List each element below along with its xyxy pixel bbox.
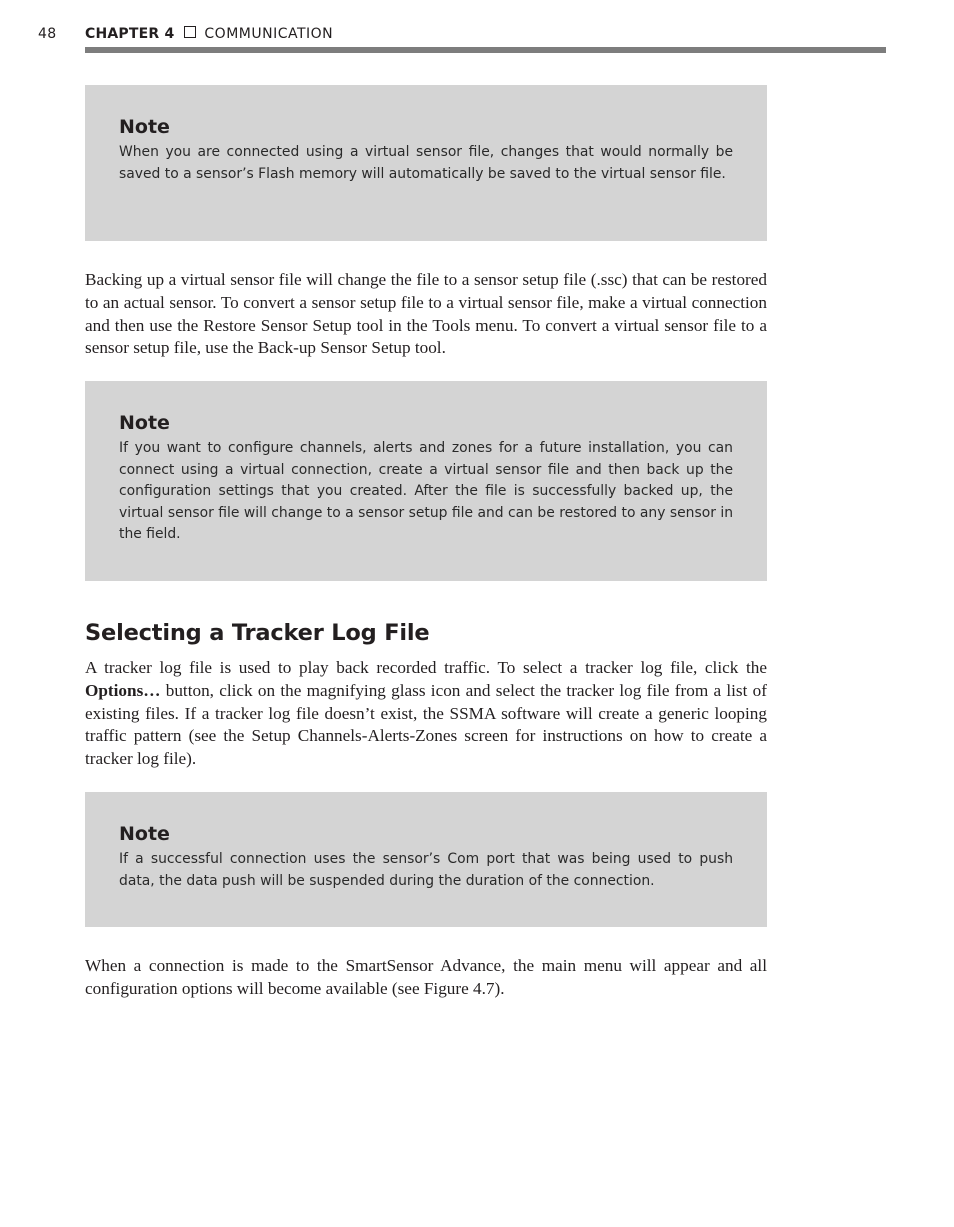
note-title: Note — [119, 412, 170, 434]
note-title: Note — [119, 116, 170, 138]
backup-paragraph: Backing up a virtual sensor file will change the file to a sensor setup file (.ssc) that can be restored to an actual sensor. To convert a sensor setup file to a virtual sensor file, make a virtual connection and then use the Restore Sensor Setup tool in the Tools menu. To convert a virtual sensor file to a sensor setup file, use the Back-up Sensor Setup tool. — [85, 270, 767, 358]
tracker-text-end: button, click on the magnifying glass icon and select the tracker log file from a list of existing files. If a tracker log file doesn’t exist, the SSMA software will create a generic looping traffic pattern (see the Setup Channels-Alerts-Zones screen for instructions on how to create a tracker log file). — [85, 680, 767, 769]
note-text: When you are connected using a virtual sensor file, changes that would normally be saved to a sensor’s Flash memory will automatically be saved to the virtual sensor file. — [119, 144, 733, 182]
page-number: 48 — [38, 26, 57, 42]
tracker-log-paragraph — [85, 657, 767, 771]
tracker-text-start: A tracker log file is used to play back recorded traffic. To select a tracker log file, click the — [85, 658, 767, 677]
chapter-label: CHAPTER 4 — [85, 26, 175, 42]
options-button-reference: Options… — [85, 680, 161, 700]
running-head — [85, 26, 333, 42]
chapter-title: COMMUNICATION — [204, 26, 334, 42]
connection-paragraph: When a connection is made to the SmartSensor Advance, the main menu will appear and all configuration options will become available (see Figure 4.7). — [85, 956, 767, 998]
note-box-future-installation — [85, 381, 767, 581]
section-heading: Selecting a Tracker Log File — [85, 620, 430, 646]
note-text: If you want to configure channels, alerts and zones for a future installation, you can connect using a virtual connection, create a virtual sensor file and then back up the configuration settings that you created. After the file is successfully backed up, the virtual sensor file will change to a sensor setup file and can be restored to any sensor in the field. — [119, 440, 733, 543]
note-title: Note — [119, 823, 170, 845]
square-separator-icon — [184, 26, 196, 38]
note-box-com-port — [85, 792, 767, 927]
header-rule — [85, 47, 886, 53]
note-box-virtual-file — [85, 85, 767, 241]
page-header — [0, 0, 954, 60]
note-text: If a successful connection uses the sensor’s Com port that was being used to push data, the data push will be suspended during the duration of the connection. — [119, 851, 733, 889]
